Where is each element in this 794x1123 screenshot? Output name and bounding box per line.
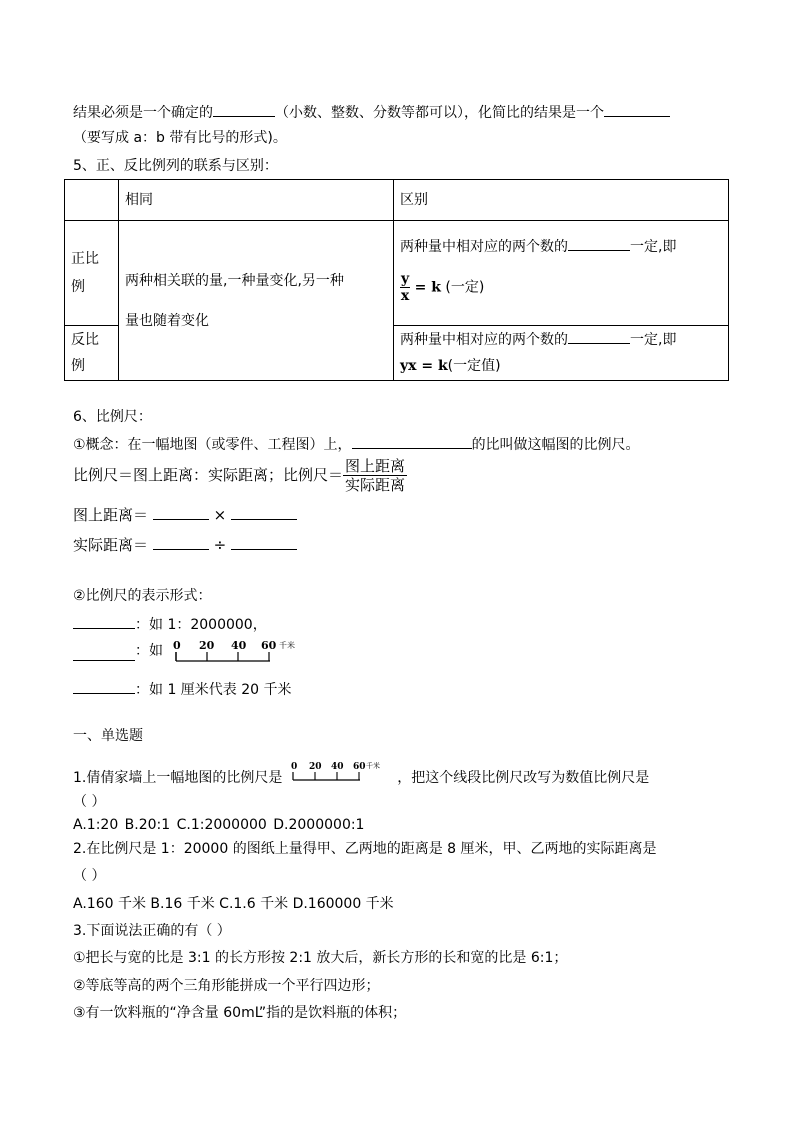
direct-diff-cell — [394, 221, 729, 326]
scale-bar-label: 60 — [261, 639, 277, 652]
q3-statement-3: ③有一饮料瓶的“净含量 60mL”指的是饮料瓶的体积； — [73, 1005, 407, 1021]
direct-diff-text-a: 两种量中相对应的两个数的 — [400, 239, 568, 255]
questions-heading: 一、单选题 — [73, 728, 143, 744]
actual-distance-label: 实际距离＝ — [73, 536, 149, 554]
comparison-table — [64, 179, 729, 381]
intro-line-1 — [73, 102, 670, 123]
section6-title: 6、比例尺： — [73, 409, 152, 425]
form2-text: ：如 — [135, 643, 163, 659]
common-cell — [119, 221, 394, 381]
scale-formula-fraction — [343, 457, 407, 494]
direct-label-line2: 例 — [71, 279, 85, 295]
direct-label-line1: 正比 — [71, 251, 99, 267]
blank — [568, 236, 630, 251]
forms-title: ②比例尺的表示形式： — [73, 588, 212, 604]
blank — [153, 535, 209, 550]
q1-text-a: 1.倩倩家墙上一幅地图的比例尺是 — [73, 770, 283, 786]
blank — [352, 434, 472, 449]
concept-line — [73, 434, 640, 455]
inverse-formula: yx = k — [400, 358, 448, 374]
q3-statement-2: ②等底等高的两个三角形能拼成一个平行四边形； — [73, 978, 380, 994]
q3-statement-1: ①把长与宽的比是 3:1 的长方形按 2:1 放大后，新长方形的长和宽的比是 6:1； — [73, 950, 568, 966]
scale-bar-unit: 千米 — [365, 762, 380, 770]
blank — [231, 535, 297, 550]
table-row-direct — [65, 221, 729, 326]
actual-distance-line — [73, 535, 297, 555]
scale-formula-numerator: 图上距离 — [345, 457, 406, 475]
direct-label — [65, 221, 119, 326]
formula-numerator: y — [401, 271, 410, 287]
q2-options: A.160 千米 B.16 千米 C.1.6 千米 D.160000 千米 — [73, 896, 394, 912]
q3-text: 3.下面说法正确的有（ ） — [73, 923, 231, 939]
map-distance-line — [73, 505, 297, 525]
formula-denominator: x — [400, 288, 410, 304]
section5-title: 5、正、反比例列的联系与区别： — [73, 158, 278, 174]
direct-formula-note: (一定) — [445, 279, 485, 296]
scale-formula-denominator: 实际距离 — [345, 476, 406, 494]
blank — [73, 679, 135, 694]
scale-bar-label: 20 — [199, 639, 215, 652]
blank — [73, 646, 135, 661]
inverse-diff-cell — [394, 326, 729, 381]
inverse-label-line2: 例 — [71, 358, 85, 374]
scale-bar-label: 20 — [308, 762, 322, 772]
table-header-row — [65, 180, 729, 221]
scale-bar-label: 0 — [290, 762, 298, 772]
times-sign: × — [213, 506, 227, 524]
scale-bar-label: 0 — [173, 639, 181, 652]
q1-paren: （ ） — [73, 794, 106, 810]
scale-bar-label: 40 — [330, 762, 344, 772]
direct-formula-rest: = k — [414, 279, 441, 296]
blank — [213, 102, 275, 117]
direct-diff-text-b: 一定,即 — [630, 239, 677, 255]
inverse-diff-text-b: 一定,即 — [630, 332, 677, 348]
scale-formula-text: 比例尺＝图上距离：实际距离；比例尺＝ — [73, 466, 344, 484]
direct-formula-fraction — [400, 271, 410, 304]
concept-text-b: 的比叫做这幅图的比例尺。 — [471, 437, 640, 453]
divide-sign: ÷ — [213, 536, 227, 554]
blank — [153, 505, 209, 520]
header-diff: 区别 — [394, 180, 729, 221]
form3-text: ：如 1 厘米代表 20 千米 — [135, 682, 292, 698]
inverse-formula-note: (一定值) — [447, 358, 501, 374]
blank — [231, 505, 297, 520]
q1-scale-bar-graphic — [291, 760, 391, 788]
q1-text-b: ，把这个线段比例尺改写为数值比例尺是 — [397, 770, 650, 786]
q2-text: 2.在比例尺是 1：20000 的图纸上量得甲、乙两地的距离是 8 厘米，甲、乙两地的实际距离是 — [73, 841, 657, 857]
q2-paren: （ ） — [73, 868, 106, 884]
inverse-diff-text-a: 两种量中相对应的两个数的 — [400, 332, 568, 348]
scale-bar-unit: 千米 — [279, 641, 295, 650]
concept-text-a: ①概念：在一幅地图（或零件、工程图）上， — [73, 437, 352, 453]
scale-formula-line — [73, 456, 407, 494]
intro-text-a: 结果必须是一个确定的 — [73, 105, 213, 121]
header-same: 相同 — [119, 180, 394, 221]
blank — [568, 329, 630, 344]
intro-line-2: （要写成 a：b 带有比号的形式)。 — [73, 130, 287, 146]
map-distance-label: 图上距离＝ — [73, 506, 149, 524]
form1-text: ：如 1：2000000， — [135, 617, 267, 633]
blank — [73, 614, 135, 629]
blank — [604, 102, 670, 117]
table-corner-cell — [65, 180, 119, 221]
q1-line — [73, 760, 649, 790]
inverse-label — [65, 326, 119, 381]
q1-options: A.1:20 B.20:1 C.1:2000000 D.2000000:1 — [73, 817, 365, 833]
scale-bar-label: 40 — [231, 639, 247, 652]
scale-bar-graphic — [173, 638, 305, 668]
form3-line — [73, 679, 292, 700]
common-line2: 量也随着变化 — [125, 312, 209, 329]
form2-line — [73, 639, 295, 673]
form1-line — [73, 614, 267, 635]
common-line1: 两种相关联的量,一种量变化,另一种 — [125, 272, 344, 289]
intro-text-b: （小数、整数、分数等都可以），化简比的结果是一个 — [275, 105, 604, 121]
scale-bar-label: 60 — [352, 762, 366, 772]
inverse-label-line1: 反比 — [71, 332, 99, 348]
